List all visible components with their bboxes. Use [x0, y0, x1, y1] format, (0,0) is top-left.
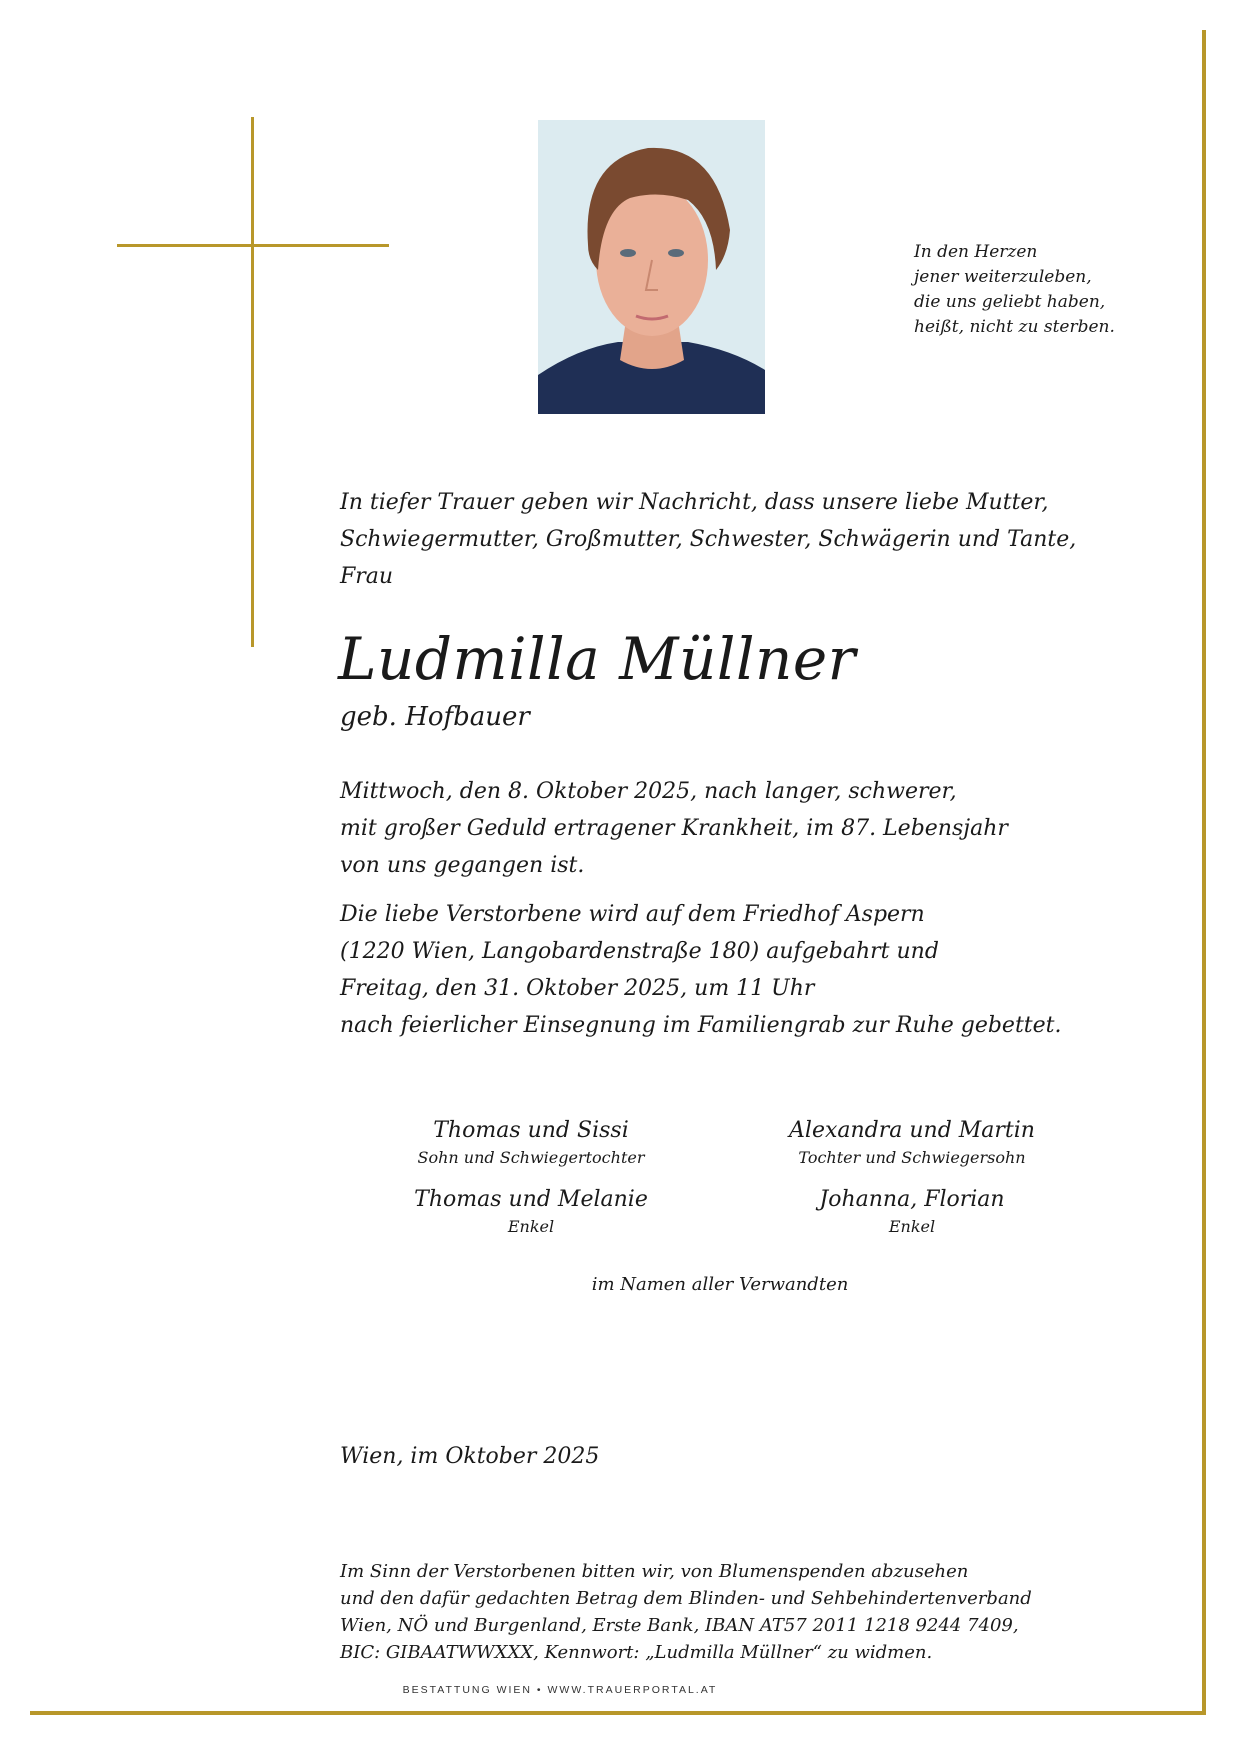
death-notice-line: Mittwoch, den 8. Oktober 2025, nach langer, schwerer,	[340, 779, 957, 804]
cross-horizontal-bar	[117, 244, 389, 247]
funeral-notice-line: Die liebe Verstorbene wird auf dem Friedhof Aspern	[340, 902, 925, 927]
portrait-photo	[538, 120, 765, 414]
funeral-notice-line: nach feierlicher Einsegnung im Familiengrab zur Ruhe gebettet.	[340, 1013, 1062, 1038]
frame-right-line	[1202, 30, 1206, 1714]
funeral-notice-line: Freitag, den 31. Oktober 2025, um 11 Uhr	[340, 976, 815, 1001]
mourner-names: Alexandra und Martin	[789, 1118, 1035, 1143]
mourner-names: Thomas und Sissi	[433, 1118, 629, 1143]
announcement-intro	[340, 484, 1120, 595]
relatives-line: im Namen aller Verwandten	[591, 1274, 849, 1295]
donation-line: Wien, NÖ und Burgenland, Erste Bank, IBAN AT57 2011 1218 9244 7409,	[340, 1615, 1019, 1636]
mourner-entry	[341, 1116, 721, 1170]
deceased-name: Ludmilla Müllner	[338, 625, 856, 693]
cross-vertical-bar	[251, 117, 254, 647]
intro-line: In tiefer Trauer geben wir Nachricht, dass unsere liebe Mutter,	[340, 490, 1049, 515]
mourner-entry	[341, 1185, 721, 1239]
mourner-relation: Tochter und Schwiegersohn	[798, 1148, 1026, 1167]
intro-line: Schwiegermutter, Großmutter, Schwester, Schwägerin und Tante,	[340, 527, 1077, 552]
footer-credit: BESTATTUNG WIEN • WWW.TRAUERPORTAL.AT	[402, 1684, 718, 1696]
death-notice-line: von uns gegangen ist.	[340, 853, 585, 878]
donation-request	[340, 1558, 1032, 1666]
place-date: Wien, im Oktober 2025	[340, 1444, 600, 1469]
mourner-entry	[722, 1185, 1102, 1239]
mourner-names: Thomas und Melanie	[414, 1187, 648, 1212]
quote-line: heißt, nicht zu sterben.	[914, 317, 1115, 337]
funeral-notice	[340, 896, 1062, 1044]
donation-line: BIC: GIBAATWWXXX, Kennwort: „Ludmilla Müllner“ zu widmen.	[340, 1642, 933, 1663]
frame-bottom-line	[30, 1711, 1206, 1715]
death-notice	[340, 773, 1008, 884]
quote-line: jener weiterzuleben,	[914, 267, 1092, 287]
quote-line: In den Herzen	[914, 242, 1038, 262]
intro-line: Frau	[340, 564, 394, 589]
death-notice-line: mit großer Geduld ertragener Krankheit, im 87. Lebensjahr	[340, 816, 1008, 841]
memorial-quote	[914, 240, 1115, 340]
mourner-relation: Enkel	[507, 1217, 555, 1236]
mourner-relation: Sohn und Schwiegertochter	[417, 1148, 645, 1167]
mourner-relation: Enkel	[888, 1217, 936, 1236]
donation-line: und den dafür gedachten Betrag dem Blinden- und Sehbehindertenverband	[340, 1588, 1032, 1609]
quote-line: die uns geliebt haben,	[914, 292, 1106, 312]
deceased-maiden-name: geb. Hofbauer	[340, 702, 530, 732]
portrait-illustration	[538, 120, 765, 414]
donation-line: Im Sinn der Verstorbenen bitten wir, von Blumenspenden abzusehen	[340, 1561, 969, 1582]
mourner-names: Johanna, Florian	[819, 1187, 1005, 1212]
mourner-entry	[722, 1116, 1102, 1170]
funeral-notice-line: (1220 Wien, Langobardenstraße 180) aufgebahrt und	[340, 939, 939, 964]
